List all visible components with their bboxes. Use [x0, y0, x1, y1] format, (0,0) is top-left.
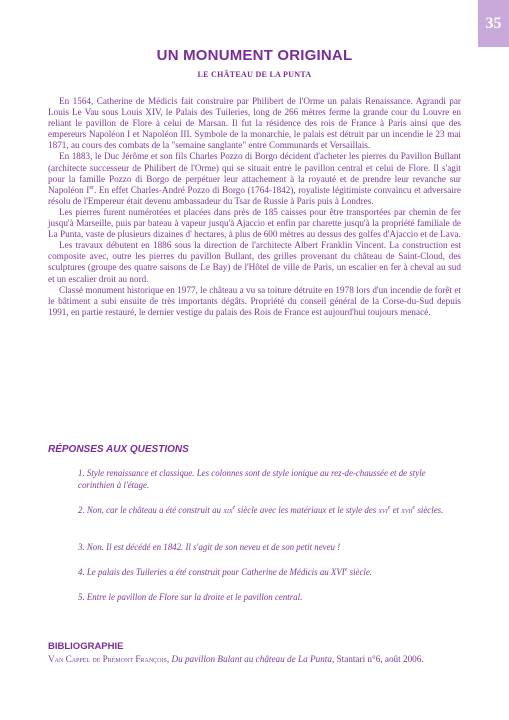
century-numeral: xix: [223, 505, 233, 515]
paragraph-2-text-b: . En effet Charles-André Pozzo di Borgo (1764-1842), royaliste légitimiste convaincu et adversaire résolu de l'Empereur était devenu ambassadeur du Tsar de Russie à Paris puis à Londres.: [48, 184, 461, 206]
answer-2-text-a: 2. Non, car le château a été construit au: [78, 505, 224, 515]
answer-item: 5. Entre le pavillon de Flore sur la droite et le pavillon central.: [78, 592, 303, 602]
page-subtitle: LE CHÂTEAU DE LA PUNTA: [197, 70, 312, 79]
paragraph-5: Classé monument historique en 1977, le château a vu sa toiture détruite en 1978 lors d'un incendie de forêt et le bâtiment a subi ensuite de très importants dégâts. Propriété du conseil général de la Corse-du-Sud depuis 1991, en partie restauré, le dernier vestige du palais des Rois de France est aujourd'hui toujours menacé.: [48, 284, 461, 317]
article-body: [48, 96, 461, 318]
paragraph-1: En 1564, Catherine de Médicis fait construire par Philibert de l'Orme un palais Renaissance. Agrandi par Louis Le Vau sous Louis XIV, le Palais des Tuileries, long de 266 mètres ferme la grande cour du Louvre en reliant le pavillon de Flore à celui de Marsan. Il fut la résidence des rois de France à Paris ainsi que des empereurs Napoléon I et Napoléon III. Symbole de la monarchie, le palais est détruit par un incendie le 23 mai 1871, au cours des combats de la "semaine sanglante" entre Communards et Versaillais.: [48, 96, 461, 151]
answer-item: [78, 505, 458, 517]
page-number: 35: [485, 14, 502, 32]
answers-heading: RÉPONSES AUX QUESTIONS: [48, 444, 189, 455]
answer-2-text-c: et: [390, 505, 402, 515]
bibliography-details: , Stantari n°6, août 2006.: [331, 654, 424, 664]
paragraph-3: Les pierres furent numérotées et placées dans près de 185 caisses pour être transportées par chemin de fer jusqu'à Marseille, puis par bateau à vapeur jusqu'à Ajaccio et enfin par charette jusqu'à la propriété familiale de La Punta, vaste de plusieurs dizaines d' hectares, à plus de 600 mètres au dessus des golfes d'Ajaccio et de Lava.: [48, 206, 461, 240]
page-number-box: [478, 0, 509, 47]
answer-item: [78, 567, 458, 579]
answer-2-text-b: siècle avec les matériaux et le style des: [235, 505, 379, 515]
answer-item: 3. Non. Il est décédé en 1842. Il s'agit de son neveu et de son petit neveu !: [78, 542, 341, 552]
paragraph-4: Les travaux débutent en 1886 sous la direction de l'architecte Albert Franklin Vincent. La construction est composite avec, outre les pierres du pavillon Bullant, des grilles provenant du château de Saint-Cloud, des sculptures (groupe des quatre saisons de Le Bay) de l'Hôtel de ville de Paris, un escalier en fer à cheval au sud et un escalier droit au nord.: [48, 240, 461, 284]
bibliography-entry: [48, 654, 458, 666]
century-superscript: e: [344, 567, 348, 574]
answer-item: 1. Style renaissance et classique. Les colonnes sont de style ionique au rez-de-chaussée et de style corinthien à l'étage.: [78, 468, 426, 490]
answer-4-text-a: 4. Le palais des Tuileries a été construit pour Catherine de Médicis au XVI: [78, 567, 345, 577]
bibliography-heading: BIBLIOGRAPHIE: [48, 641, 124, 652]
page-title: UN MONUMENT ORIGINAL: [156, 47, 353, 64]
ordinal-superscript: er: [89, 184, 94, 191]
answer-2-text-d: siècles.: [415, 505, 444, 515]
answer-4-text-b: siècle.: [347, 567, 373, 577]
century-superscript: e: [412, 505, 416, 512]
bibliography-separator: ,: [166, 654, 172, 664]
century-numeral: xvi: [378, 505, 388, 515]
bibliography-author: Van Cappel de Prémont François: [48, 654, 167, 664]
paragraph-2-text-a: En 1883, le Duc Jérôme et son fils Charles Pozzo di Borgo décident d'acheter les pierres du Pavillon Bullant (architecte successeur de Philibert de l'Orme) qui se situait entre le pavillon central et celui de Flore. Il s'agit pour la famille Pozzo di Borgo de perpétuer leur attachement à la royauté et de prendre leur revanche sur Napoléon I: [48, 151, 461, 195]
bibliography-work: Du pavillon Bulant au château de La Punta: [171, 654, 332, 664]
paragraph-2: [48, 151, 461, 206]
century-numeral: xvii: [401, 505, 413, 515]
century-superscript: e: [387, 505, 391, 512]
century-superscript: e: [232, 505, 236, 512]
